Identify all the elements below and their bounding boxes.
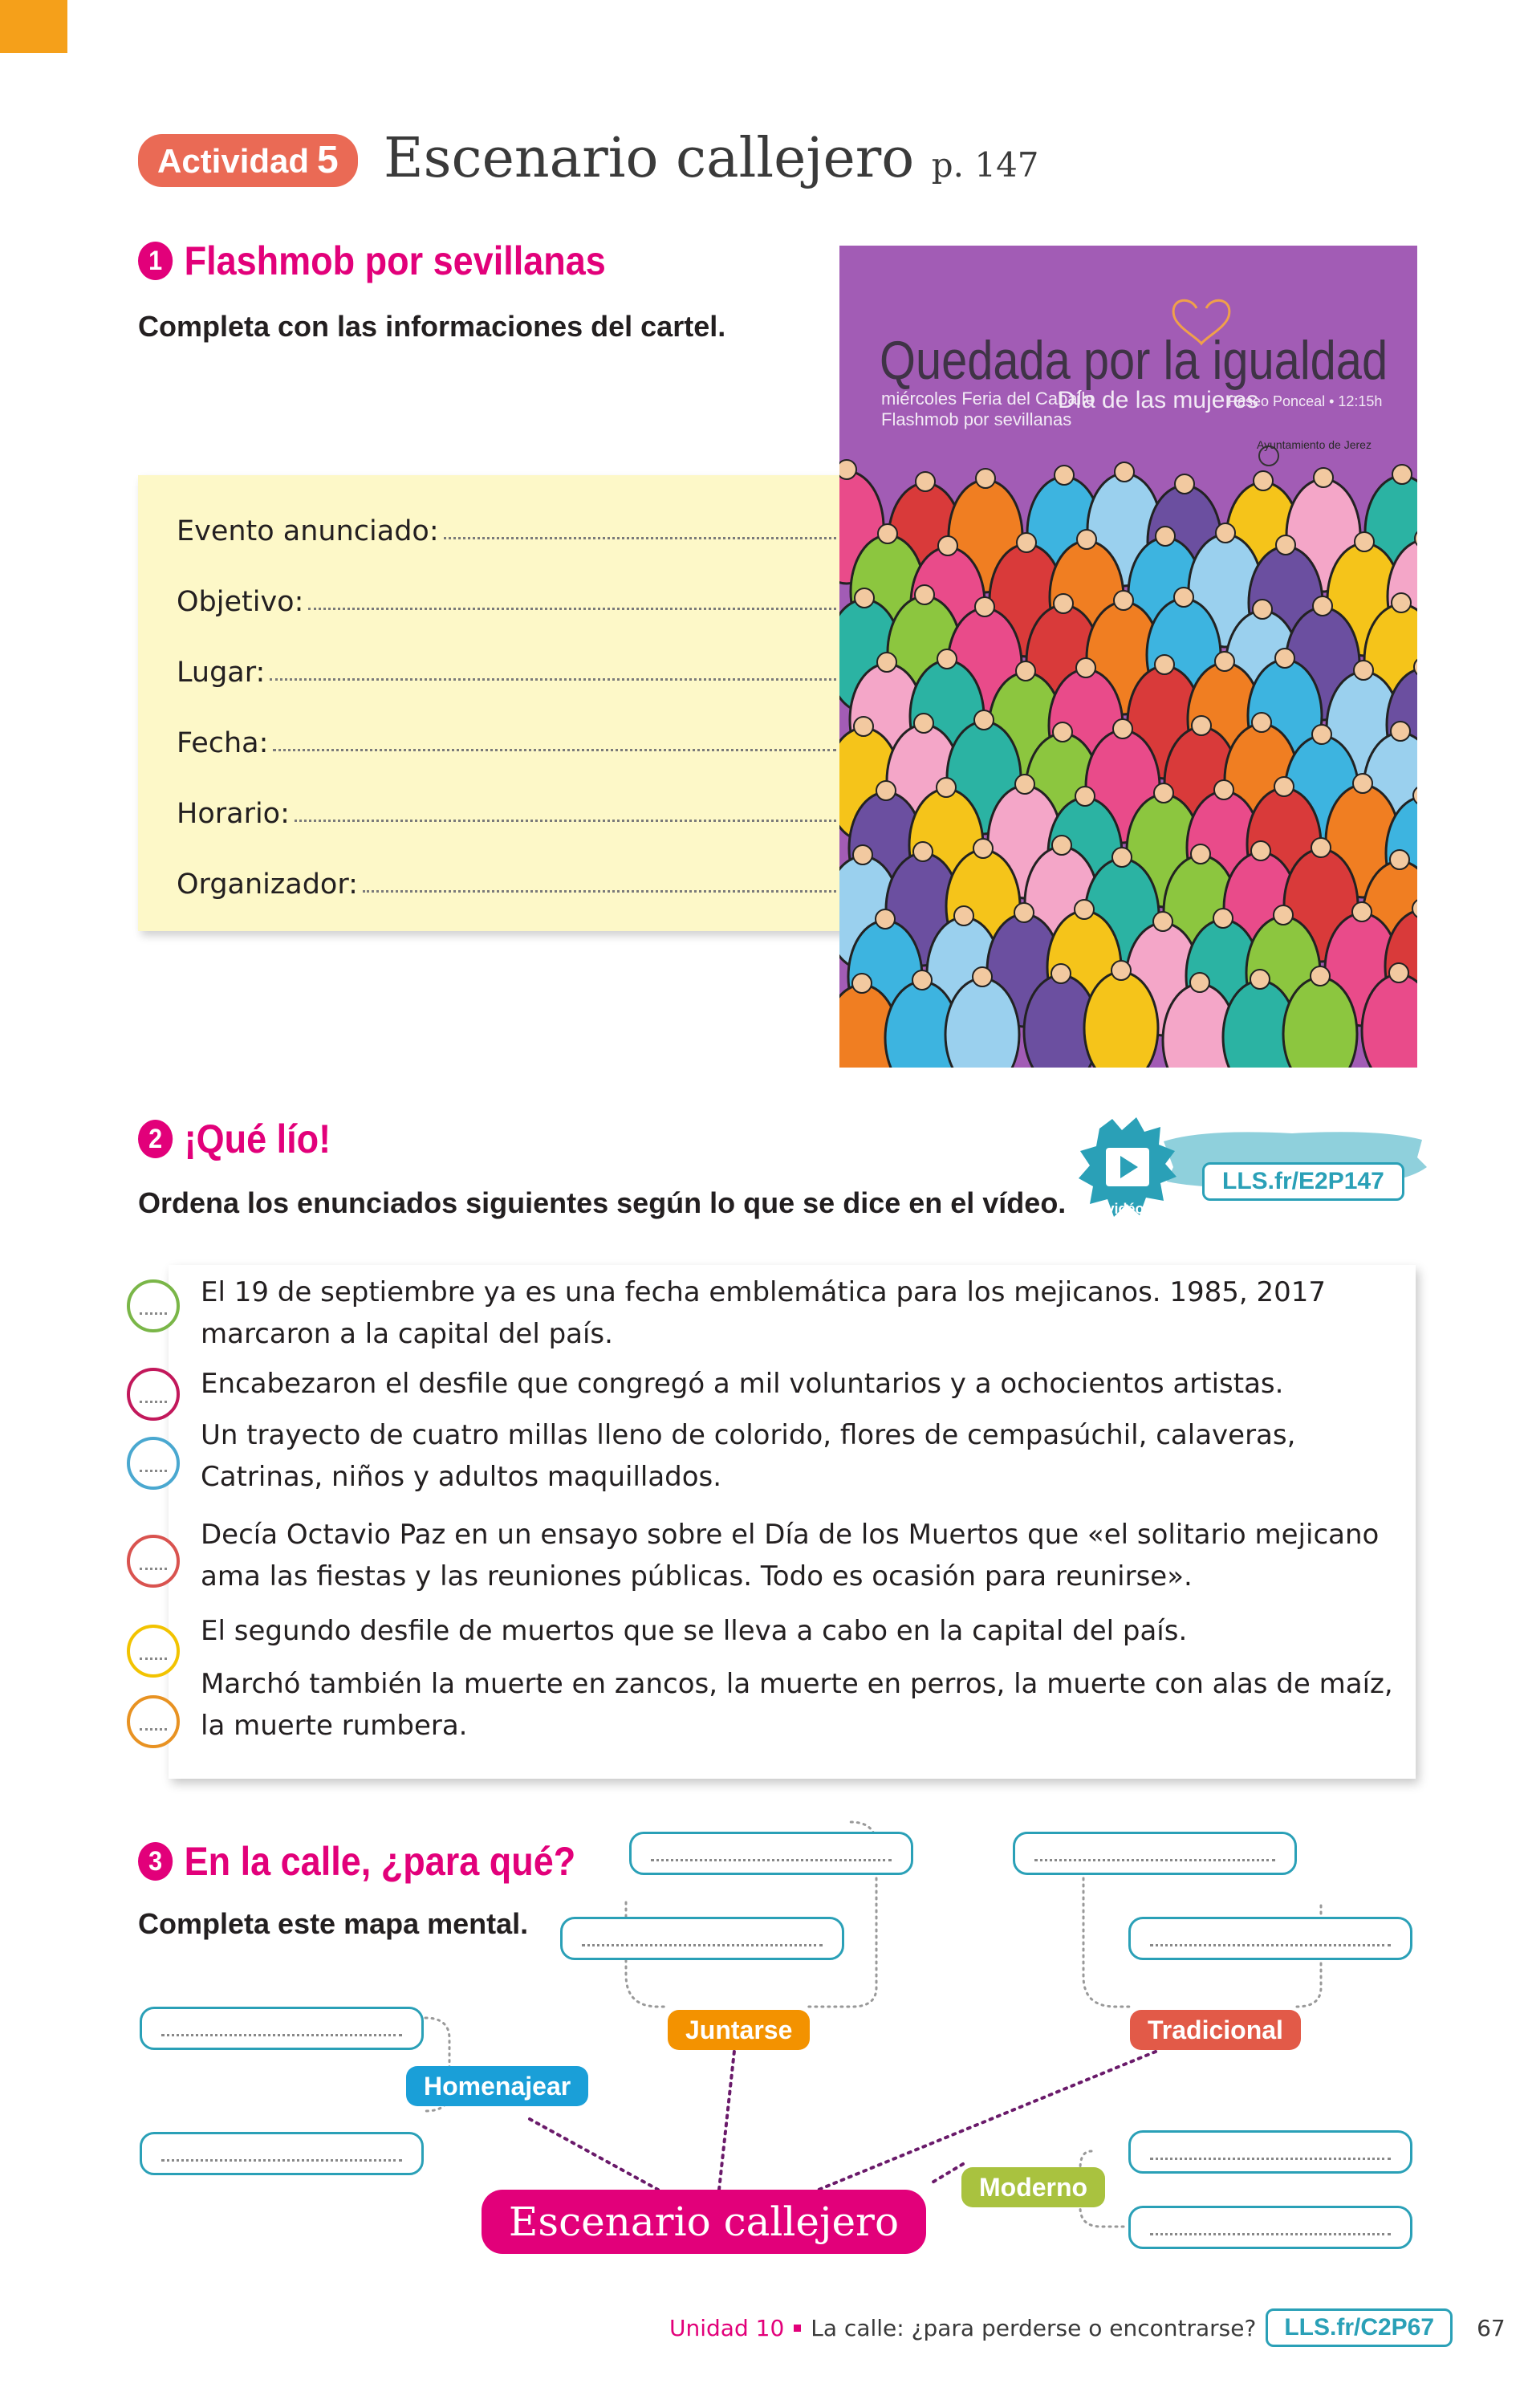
dancer-head (1312, 725, 1331, 744)
map-label-homenajear: Homenajear (406, 2066, 588, 2106)
list-item: Encabezaron el desfile que congregó a mil voluntarios y a ochocientos artistas. (201, 1368, 1284, 1400)
dancer-head (1254, 471, 1273, 490)
dancer-head (1156, 527, 1175, 546)
dancer-head (937, 778, 956, 797)
map-blank-homenajear-1[interactable] (140, 2007, 424, 2050)
dancer-head (937, 649, 957, 669)
dancer-head (854, 717, 873, 736)
field-fecha[interactable] (177, 711, 836, 759)
dancer-head (1075, 787, 1095, 806)
dancer-head (1054, 594, 1073, 613)
badge-label: Actividad (157, 142, 310, 180)
dancer-head (973, 839, 993, 858)
map-label-tradicional: Tradicional (1130, 2010, 1301, 2050)
field-label: Lugar: (177, 657, 266, 689)
map-label-moderno: Moderno (961, 2167, 1105, 2207)
dancer-head (975, 597, 994, 616)
section-1-heading (138, 238, 606, 284)
poster-info-form (138, 475, 851, 931)
map-blank-tradicional-1[interactable] (1013, 1832, 1297, 1875)
dancer-head (1215, 652, 1234, 671)
dancer-head (1155, 655, 1174, 674)
order-circle-5[interactable] (127, 1625, 180, 1678)
dancer-head (916, 472, 935, 491)
dancer-head (1076, 658, 1095, 677)
section-3-title: En la calle, ¿para qué? (184, 1839, 576, 1884)
footer-unit: Unidad 10 (669, 2314, 785, 2341)
dancer-head (1214, 780, 1233, 799)
dancer-head (912, 970, 932, 990)
dancer-head (1153, 912, 1172, 931)
dancer-head (1053, 722, 1072, 742)
order-circle-3[interactable] (127, 1437, 180, 1490)
mind-map-center: Escenario callejero (482, 2190, 926, 2254)
dancer-figure (1084, 972, 1158, 1068)
map-blank-tradicional-2[interactable] (1128, 1917, 1412, 1960)
dancer-head (1114, 591, 1133, 610)
dancer-head (1253, 600, 1272, 619)
page-number: 67 (1477, 2314, 1506, 2341)
dancer-head (913, 842, 933, 861)
dancer-head (839, 460, 856, 479)
dancer-head (1112, 848, 1132, 867)
poster-day: Día de las mujeres (1058, 387, 1259, 413)
list-item: Decía Octavio Paz en un ensayo sobre el Día de los Muertos que «el solitario mejicano ama las fiestas y las reuniones públicas. Todo es ocasión para reunirse». (201, 1519, 1380, 1592)
dancer-head (1314, 468, 1333, 487)
dancer-head (1015, 775, 1034, 794)
order-circle-4[interactable] (127, 1535, 180, 1588)
activity-badge (138, 134, 358, 187)
footer-link[interactable]: LLS.fr/C2P67 (1266, 2308, 1453, 2347)
dancer-head (1274, 905, 1293, 925)
dancer-head (1354, 661, 1373, 680)
dancer-head (1390, 850, 1409, 869)
dancer-head (1353, 774, 1372, 793)
list-item: El 19 de septiembre ya es una fecha emblemática para los mejicanos. 1985, 2017 marcaron a la capital del país. (201, 1276, 1327, 1350)
dancer-head (1250, 970, 1270, 989)
dancer-head (974, 710, 994, 730)
dancer-head (1175, 474, 1194, 494)
section-2-title: ¡Qué lío! (184, 1117, 331, 1161)
section-2-heading (138, 1116, 331, 1162)
dancer-head (1014, 903, 1034, 922)
dancer-head (1111, 961, 1131, 980)
dancer-head (1113, 719, 1132, 738)
dancer-head (1192, 716, 1211, 735)
corner-tab (0, 0, 67, 53)
dancer-head (877, 653, 896, 672)
dancer-head (1392, 593, 1411, 612)
dancer-head (1252, 713, 1271, 732)
order-circle-6[interactable] (127, 1695, 180, 1748)
poster-subtitle-left: miércoles Feria del Caballo Flashmob por sevillanas (881, 388, 1095, 429)
dancer-head (853, 845, 872, 864)
dancer-head (1213, 909, 1233, 928)
section-1-number: 1 (138, 242, 173, 280)
section-3-instruction: Completa este mapa mental. (138, 1907, 529, 1940)
dancer-head (954, 906, 973, 925)
section-1-instruction: Completa con las informaciones del cartel. (138, 310, 726, 343)
dancer-head (1389, 963, 1408, 982)
footer-subtitle: La calle: ¿para perderse o encontrarse? (811, 2314, 1257, 2341)
event-poster (839, 246, 1417, 1068)
page-title (384, 127, 1039, 190)
section-2-number: 2 (138, 1120, 173, 1158)
dancer-head (1355, 532, 1374, 551)
dancer-head (852, 974, 872, 993)
field-objetivo[interactable] (177, 570, 836, 618)
dancer-head (1392, 465, 1412, 484)
dancer-head (1077, 530, 1096, 549)
dancer-head (855, 588, 874, 608)
poster-subtitle-right: Paseo Ponceal • 12:15h (1228, 393, 1383, 409)
title-text: Escenario callejero (384, 127, 915, 190)
page-reference: p. 147 (931, 145, 1039, 185)
dancer-head (1311, 966, 1330, 986)
dancer-head (1055, 466, 1074, 485)
poster-title: Quedada por la igualdad (880, 330, 1388, 391)
map-blank-moderno-1[interactable] (1128, 2130, 1412, 2174)
dancer-head (1115, 462, 1134, 482)
dancer-head (1391, 722, 1410, 741)
field-label: Horario: (177, 798, 290, 830)
dancer-head (1154, 783, 1173, 803)
field-evento[interactable] (177, 499, 836, 547)
dancer-head (1052, 836, 1071, 855)
dancer-head (915, 585, 934, 604)
field-label: Organizador: (177, 868, 358, 901)
dancer-head (876, 781, 896, 800)
section-1-title: Flashmob por sevillanas (184, 238, 606, 283)
dancer-head (1017, 533, 1036, 552)
section-2-instruction: Ordena los enunciados siguientes según lo que se dice en el vídeo. (138, 1186, 1067, 1219)
dancer-head (1276, 535, 1295, 555)
video-label: vidéo (1106, 1201, 1144, 1217)
list-item: Un trayecto de cuatro millas lleno de colorido, flores de cempasúchil, calaveras, Catrinas, niños y adultos maquillados. (201, 1419, 1296, 1493)
dancer-head (1352, 902, 1372, 921)
order-circle-2[interactable] (127, 1368, 180, 1421)
field-label: Fecha: (177, 727, 269, 759)
map-blank-homenajear-2[interactable] (140, 2132, 424, 2175)
dancer-head (1216, 523, 1235, 543)
dancer-head (1274, 777, 1294, 796)
order-circle-1[interactable] (127, 1279, 180, 1332)
dancer-head (1275, 649, 1294, 668)
dancer-head (976, 469, 995, 488)
dancer-head (1313, 596, 1332, 616)
footer-separator-icon (794, 2325, 801, 2332)
dancer-head (876, 909, 895, 929)
field-label: Evento anunciado: (177, 515, 439, 547)
list-item: El segundo desfile de muertos que se lleva a cabo en la capital del país. (201, 1615, 1188, 1647)
map-blank-moderno-2[interactable] (1128, 2206, 1412, 2249)
dancer-head (1191, 844, 1210, 864)
poster-organizer: Ayuntamiento de Jerez (1257, 438, 1372, 451)
dancer-head (1251, 841, 1270, 860)
map-blank-juntarse-2[interactable] (560, 1917, 844, 1960)
map-label-juntarse: Juntarse (668, 2010, 810, 2050)
dancer-head (1311, 838, 1331, 857)
video-icon[interactable] (1075, 1114, 1180, 1226)
list-item: Marchó también la muerte en zancos, la muerte en perros, la muerte con alas de maíz, la muerte rumbera. (201, 1668, 1393, 1742)
dancer-head (1016, 661, 1035, 681)
field-organizador[interactable] (177, 852, 836, 901)
section-3-number: 3 (138, 1842, 173, 1881)
field-horario[interactable] (177, 782, 836, 830)
badge-number: 5 (317, 139, 339, 181)
map-blank-juntarse-1[interactable] (629, 1832, 913, 1875)
dancer-head (1075, 900, 1094, 919)
field-label: Objetivo: (177, 586, 304, 618)
dancer-head (1190, 973, 1209, 992)
video-link[interactable]: LLS.fr/E2P147 (1202, 1162, 1404, 1201)
dancer-head (914, 714, 933, 733)
page-footer (669, 2308, 1506, 2347)
dancer-head (878, 524, 897, 543)
dancer-head (938, 536, 957, 555)
ordering-list (169, 1265, 1416, 1779)
dancer-head (1174, 588, 1193, 607)
dancer-head (973, 967, 992, 986)
field-lugar[interactable] (177, 641, 836, 689)
dancer-head (1051, 964, 1071, 983)
